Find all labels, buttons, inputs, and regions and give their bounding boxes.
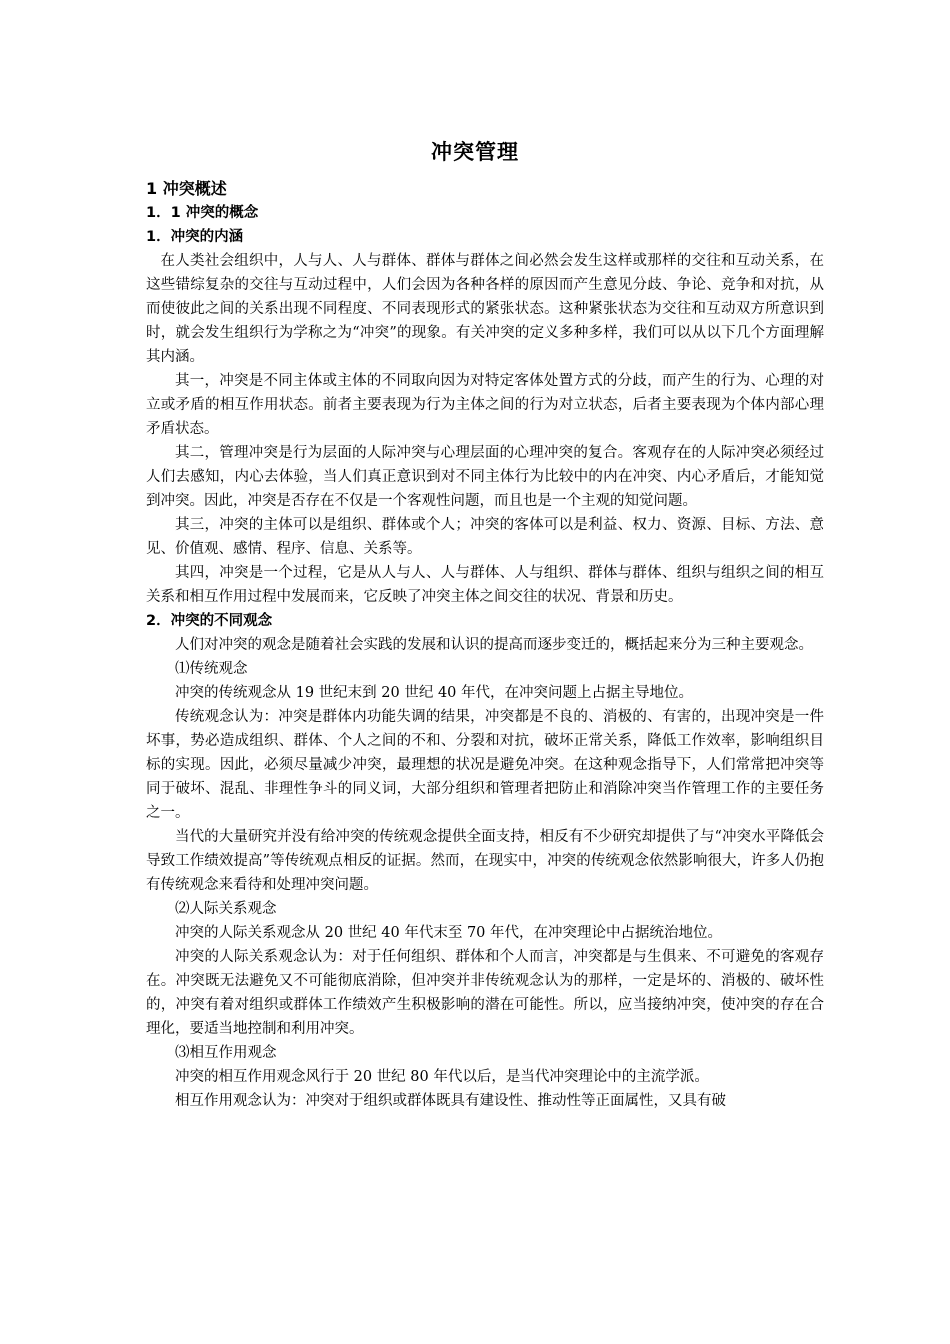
subheading-interactionist: ⑶相互作用观念 (175, 1045, 277, 1061)
document-body (146, 175, 824, 1113)
paragraph: 冲突的传统观念从 19 世纪末到 20 世纪 40 年代，在冲突问题上占据主导地位。 (175, 685, 694, 701)
subheading-traditional: ⑴传统观念 (175, 661, 248, 677)
paragraph: 其四，冲突是一个过程，它是从人与人、人与群体、人与组织、群体与群体、组织与组织之间的相互关系和相互作用过程中发展而来，它反映了冲突主体之间交往的状况、背景和历史。 (146, 565, 824, 605)
subheading-human-relations: ⑵人际关系观念 (175, 901, 277, 917)
paragraph: 冲突的人际关系观念从 20 世纪 40 年代末至 70 年代，在冲突理论中占据统治地位。 (175, 925, 723, 941)
paragraph: 传统观念认为：冲突是群体内功能失调的结果，冲突都是不良的、消极的、有害的，出现冲突是一件坏事，势必造成组织、群体、个人之间的不和、分裂和对抗，破坏正常关系，降低工作效率，影响组织目标的实现。因此，必须尽量减少冲突，最理想的状况是避免冲突。在这种观念指导下，人们常常把冲突等同于破坏、混乱、非理性争斗的同义词，大部分组织和管理者把防止和消除冲突当作管理工作的主要任务之一。 (146, 709, 824, 821)
paragraph: 冲突的人际关系观念认为：对于任何组织、群体和个人而言，冲突都是与生俱来、不可避免的客观存在。冲突既无法避免又不可能彻底消除，但冲突并非传统观念认为的那样，一定是坏的、消极的、破坏性的，冲突有着对组织或群体工作绩效产生积极影响的潜在可能性。所以，应当接纳冲突，使冲突的存在合理化，要适当地控制和利用冲突。 (146, 949, 824, 1037)
document-title: 冲突管理 (431, 140, 519, 164)
paragraph: 相互作用观念认为：冲突对于组织或群体既具有建设性、推动性等正面属性，又具有破 (175, 1093, 726, 1109)
paragraph: 人们对冲突的观念是随着社会实践的发展和认识的提高而逐步变迁的，概括起来分为三种主要观念。 (175, 637, 813, 653)
part-heading-views: 2．冲突的不同观念 (146, 613, 273, 629)
section-heading: 1 冲突概述 (146, 179, 227, 198)
paragraph: 冲突的相互作用观念风行于 20 世纪 80 年代以后，是当代冲突理论中的主流学派。 (175, 1069, 709, 1085)
paragraph: 其二，管理冲突是行为层面的人际冲突与心理层面的心理冲突的复合。客观存在的人际冲突必须经过人们去感知，内心去体验，当人们真正意识到对不同主体行为比较中的内在冲突、内心矛盾后，才能知觉到冲突。因此，冲突是否存在不仅是一个客观性问题，而且也是一个主观的知觉问题。 (146, 445, 824, 509)
paragraph: 当代的大量研究并没有给冲突的传统观念提供全面支持，相反有不少研究却提供了与“冲突水平降低会导致工作绩效提高”等传统观点相反的证据。然而，在现实中，冲突的传统观念依然影响很大，许多人仍抱有传统观念来看待和处理冲突问题。 (146, 829, 824, 893)
subsection-heading: 1．1 冲突的概念 (146, 205, 259, 221)
part-heading-connotation: 1．冲突的内涵 (146, 229, 244, 245)
paragraph: 其一，冲突是不同主体或主体的不同取向因为对特定客体处置方式的分歧，而产生的行为、心理的对立或矛盾的相互作用状态。前者主要表现为行为主体之间的行为对立状态，后者主要表现为个体内部心理矛盾状态。 (146, 373, 824, 437)
paragraph: 在人类社会组织中，人与人、人与群体、群体与群体之间必然会发生这样或那样的交往和互动关系，在这些错综复杂的交往与互动过程中，人们会因为各种各样的原因而产生意见分歧、争论、竞争和对抗，从而使彼此之间的关系出现不同程度、不同表现形式的紧张状态。这种紧张状态为交往和互动双方所意识到时，就会发生组织行为学称之为“冲突”的现象。有关冲突的定义多种多样，我们可以从以下几个方面理解其内涵。 (146, 253, 824, 365)
paragraph: 其三，冲突的主体可以是组织、群体或个人；冲突的客体可以是利益、权力、资源、目标、方法、意见、价值观、感情、程序、信息、关系等。 (146, 517, 824, 557)
